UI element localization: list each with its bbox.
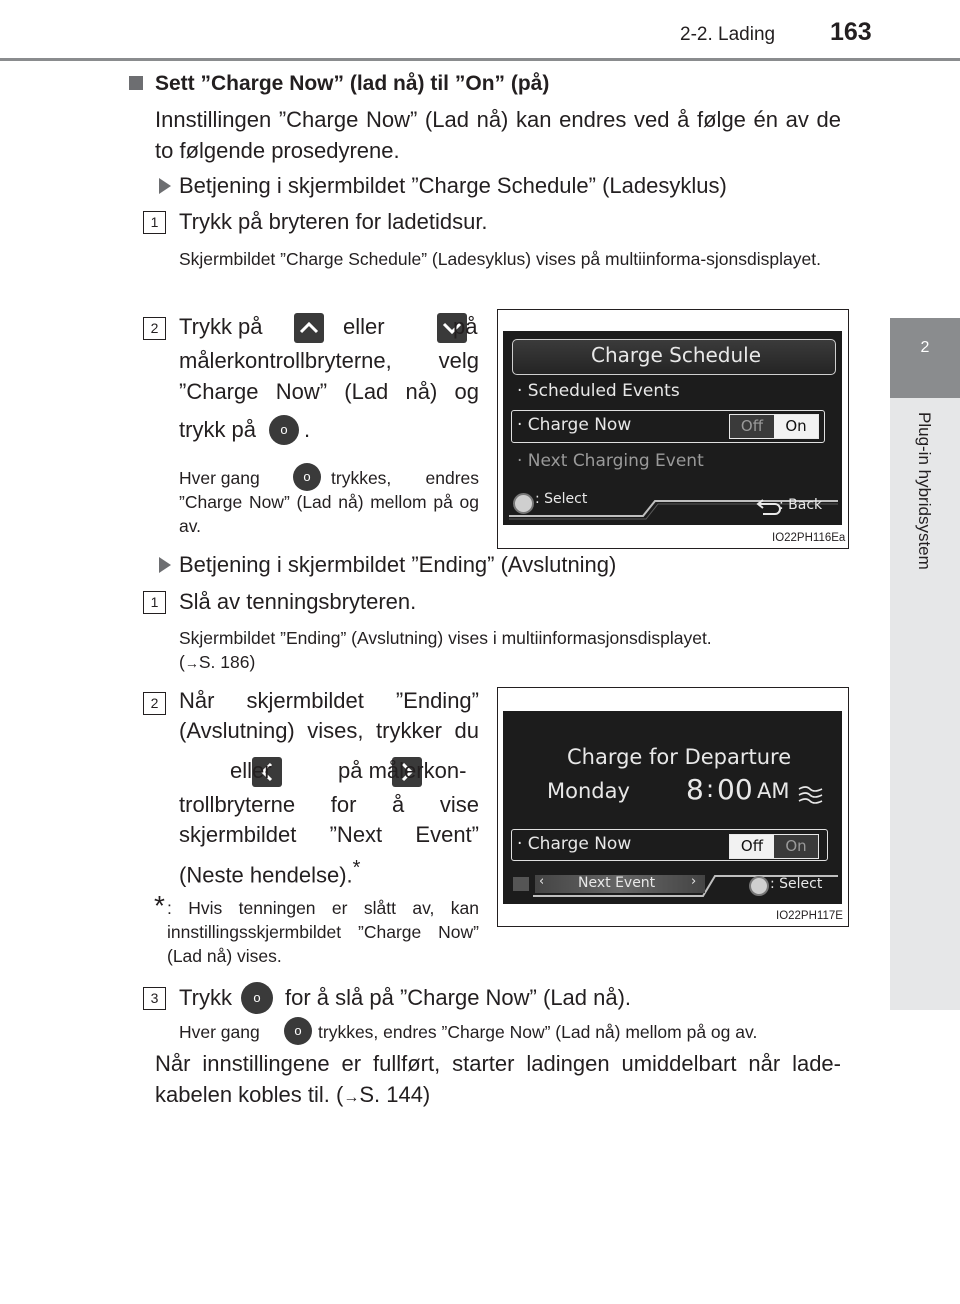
triangle-bullet-icon — [159, 557, 171, 573]
step-number: 3 — [143, 987, 166, 1010]
chapter-tab — [890, 398, 960, 1010]
time-colon: : — [706, 775, 715, 803]
select-hint: : Select — [770, 876, 823, 892]
method1-step2-line3a: trykk på — [179, 417, 257, 442]
footnote-marker: * — [352, 857, 361, 879]
status-square-icon — [513, 877, 529, 891]
footnote-star: * — [154, 890, 165, 921]
toggle-on: On — [774, 415, 818, 438]
screen-figure-charge-for-departure — [497, 687, 849, 927]
method2-step2-line2a: eller — [230, 758, 272, 783]
method1-step2-t3: på — [453, 314, 478, 339]
closing-text: Når innstillingene er fullført, starter ladingen umiddelbart når lade-kabelen kobles til. ( — [155, 1051, 841, 1107]
intro-paragraph: Innstillingen ”Charge Now” (Lad nå) kan endres ved å følge én av de to følgende prosedyrene. — [155, 107, 841, 163]
charge-now-toggle — [729, 834, 819, 859]
menu-item-next-charging-event: · Next Charging Event — [517, 451, 704, 471]
toggle-off: Off — [730, 835, 774, 858]
chevron-right-icon: › — [691, 874, 697, 889]
select-hint: : Select — [535, 491, 588, 507]
chapter-tab-number: 2 — [890, 318, 960, 398]
method1-step2-line3b: . — [304, 417, 311, 442]
figure-caption: IO22PH116Ea — [772, 532, 846, 544]
header-rule — [0, 58, 960, 61]
ref-arrow-icon: → — [343, 1089, 360, 1106]
footnote-text: : Hvis tenningen er slått av, kan innstillingsskjermbildet ”Charge Now” (Lad nå) vises. — [167, 898, 479, 966]
page-ref-link[interactable]: S. 186 — [198, 652, 250, 672]
ok-button-icon: o — [284, 1017, 312, 1045]
ref-arrow-icon: → — [184, 655, 199, 671]
next-event-label: Next Event — [578, 875, 656, 891]
chapter-tab-label: Plug-in hybridsystem — [915, 412, 934, 570]
climate-fan-icon — [796, 783, 826, 805]
step-number: 1 — [143, 591, 166, 614]
method2-step2-line4-text: (Neste hendelse). — [179, 862, 353, 888]
closing-paragraph — [155, 1048, 841, 1113]
chevron-up-icon — [294, 313, 324, 343]
departure-minutes: 00 — [717, 773, 753, 806]
method1-step2-note-b: trykkes, endres ”Charge Now” (Lad nå) mellom på og av. — [179, 468, 479, 536]
ok-button-icon: o — [293, 463, 321, 491]
triangle-bullet-icon — [159, 178, 171, 194]
ok-button-icon: o — [241, 982, 273, 1014]
method2-step3-note-b: trykkes, endres ”Charge Now” (Lad nå) mellom på og av. — [318, 1022, 758, 1042]
method2-step1-ref: (→S. 186) — [179, 652, 256, 672]
ok-button-icon: o — [269, 415, 299, 445]
step-number: 1 — [143, 211, 166, 234]
method2-title: Betjening i skjermbildet ”Ending” (Avslutning) — [179, 552, 617, 577]
method1-title: Betjening i skjermbildet ”Charge Schedule” (Ladesyklus) — [179, 173, 727, 198]
method2-step3-a: Trykk — [179, 985, 232, 1010]
back-arrow-icon — [753, 499, 781, 517]
select-button-icon — [513, 493, 534, 514]
method2-step3-b: for å slå på ”Charge Now” (Lad nå). — [285, 985, 632, 1010]
departure-ampm: AM — [757, 779, 790, 803]
method2-step2-line4 — [179, 853, 360, 890]
step-number: 2 — [143, 692, 166, 715]
method2-step3-note-a: Hver gang — [179, 1022, 260, 1042]
menu-item-charge-now: · Charge Now — [517, 834, 632, 854]
screen-title: Charge for Departure — [567, 745, 792, 769]
method2-step1-note: Skjermbildet ”Ending” (Avslutning) vises i multiinformasjonsdisplayet. — [179, 628, 712, 648]
method2-step2-line2b: på målerkon- — [338, 758, 467, 783]
method1-step2-t2: eller — [343, 314, 385, 339]
method1-step2-t1: Trykk på — [179, 314, 263, 339]
departure-hour: 8 — [686, 773, 704, 806]
method2-step2-line1: Når skjermbildet ”Ending” (Avslutning) vises, trykker du — [179, 688, 479, 743]
figure-caption: IO22PH117E — [776, 910, 843, 922]
charge-now-toggle — [729, 414, 819, 439]
back-hint: : Back — [779, 497, 823, 513]
step-number: 2 — [143, 317, 166, 340]
method1-step2-line2: målerkontrollbryterne, velg ”Charge Now” (Lad nå) og — [179, 348, 479, 404]
display-screen — [503, 331, 842, 525]
method2-step1-text: Slå av tenningsbryteren. — [179, 589, 417, 614]
page-number: 163 — [830, 18, 872, 46]
heading-bullet-icon — [129, 76, 143, 90]
page-ref-link[interactable]: S. 144) — [359, 1082, 431, 1107]
menu-item-scheduled-events: · Scheduled Events — [517, 381, 680, 401]
display-screen — [503, 711, 842, 904]
departure-day: Monday — [547, 779, 630, 803]
method2-step2-line3: trollbryterne for å vise skjermbildet ”Next Event” — [179, 792, 479, 847]
method1-step1-note: Skjermbildet ”Charge Schedule” (Ladesyklus) vises på multiinforma-sjonsdisplayet. — [179, 249, 821, 269]
toggle-on: On — [774, 835, 818, 858]
chevron-left-icon: ‹ — [539, 874, 545, 889]
screen-title: Charge Schedule — [591, 343, 762, 367]
method1-step1-text: Trykk på bryteren for ladetidsur. — [179, 209, 488, 234]
section-heading: Sett ”Charge Now” (lad nå) til ”On” (på) — [155, 72, 550, 95]
menu-item-charge-now: · Charge Now — [517, 415, 632, 435]
select-button-icon — [749, 876, 769, 896]
toggle-off: Off — [730, 415, 774, 438]
method1-step2-note-a: Hver gang — [179, 468, 260, 488]
running-header-section: 2-2. Lading — [680, 24, 776, 45]
screen-figure-charge-schedule — [497, 309, 849, 549]
